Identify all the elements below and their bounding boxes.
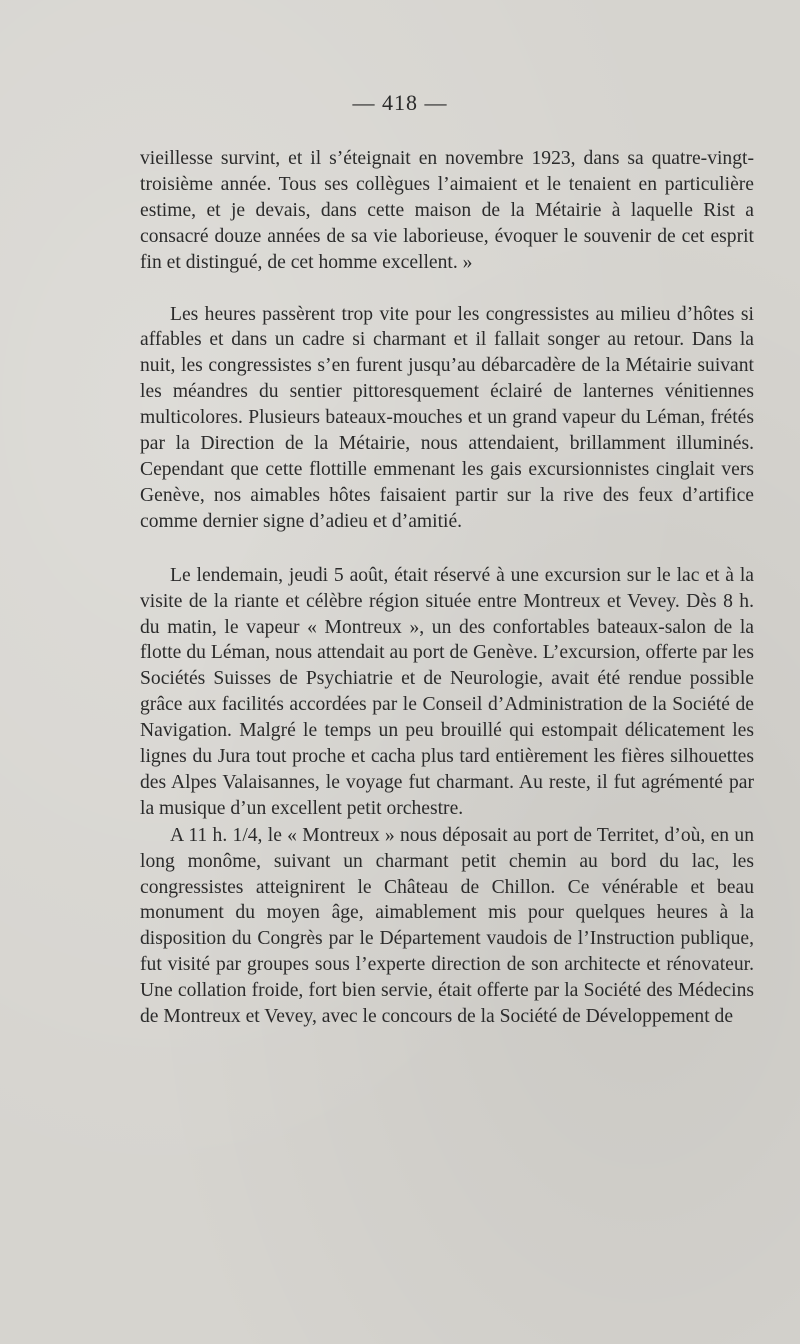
paragraph-1: vieillesse survint, et il s’éteignait en novembre 1923, dans sa quatre-vingt-troisième année. Tous ses collègues l’aimaient et le tenaient en particulière estime, et je devais, dans cette maison de la Métairie à laquelle Rist a consacré douze années de sa vie laborieuse, évoquer le souvenir de cet esprit fin et distingué, de cet homme excellent. » [140,148,754,273]
paragraph-4: A 11 h. 1/4, le « Montreux » nous déposait au port de Territet, d’où, en un long monôme, suivant un charmant petit chemin au bord du lac, les congressistes atteignirent le Château de Chillon. Ce vénérable et beau monument du moyen âge, aimablement mis pour quelques heures à la disposition du Congrès par le Département vaudois de l’Instruction publique, fut visité par groupes sous l’experte direction de son architecte et rénovateur. Une collation froide, fort bien servie, était offerte par la Société des Médecins de Montreux et Vevey, avec le concours de la Société de Développement de [140,824,754,1028]
page-number: — 418 — [352,90,448,115]
paragraph-3: Le lendemain, jeudi 5 août, était réservé à une excursion sur le lac et à la visite de la riante et célèbre région située entre Montreux et Vevey. Dès 8 h. du matin, le vapeur « Montreux », un des confortables bateaux-salon de la flotte du Léman, nous attendait au port de Genève. L’excursion, offerte par les Sociétés Suisses de Psychiatrie et de Neurologie, avait été rendue possible grâce aux facilités accordées par le Conseil d’Administration de la Société de Navigation. Malgré le temps un peu brouillé qui estompait délicatement les lignes du Jura tout proche et cacha plus tard entièrement les fières silhouettes des Alpes Valaisannes, le voyage fut charmant. Au reste, il fut agrémenté par la musique d’un excellent petit orchestre. [140,564,754,819]
body-text [140,146,754,1030]
paragraph-2: Les heures passèrent trop vite pour les congressistes au milieu d’hôtes si affables et dans un cadre si charmant et il fallait songer au retour. Dans la nuit, les congressistes s’en furent jusqu’au débarcadère de la Métairie suivant les méandres du sentier pittoresquement éclairé de lanternes vénitiennes multicolores. Plusieurs bateaux-mouches et un grand vapeur du Léman, frétés par la Direction de la Métairie, nous attendaient, brillamment illuminés. Cependant que cette flottille emmenant les gais excursionnistes cinglait vers Genève, nos aimables hôtes faisaient partir sur la rive des feux d’artifice comme dernier signe d’adieu et d’amitié. [140,303,754,532]
